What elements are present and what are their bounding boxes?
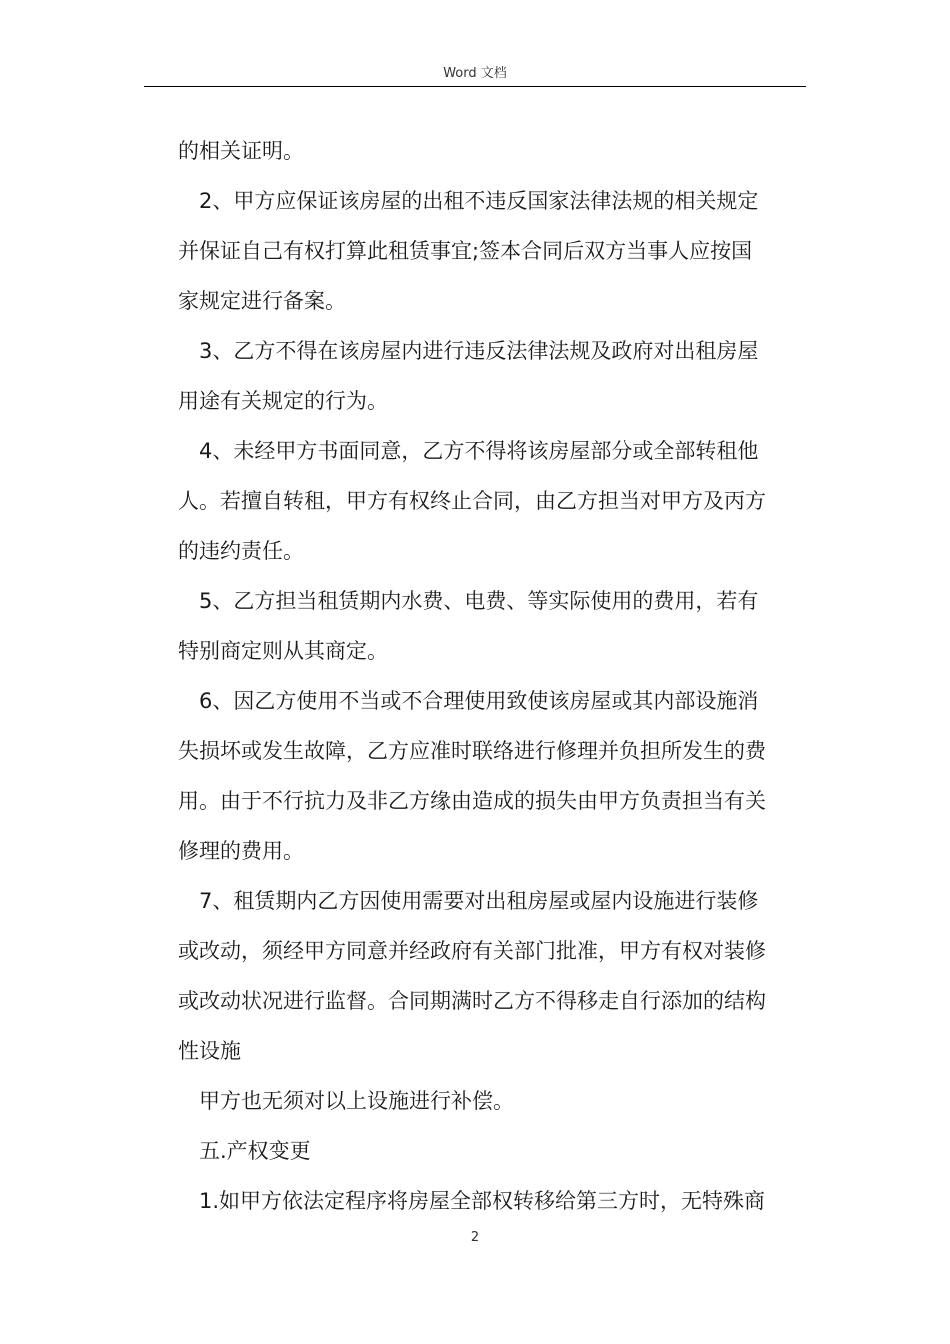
page-number: 2 [470,1230,480,1245]
body-line: 修理的费用。 [178,839,304,863]
body-line: 失损坏或发生故障，乙方应准时联络进行修理并负担所发生的费 [178,739,766,763]
body-line: 3、乙方不得在该房屋内进行违反法律法规及政府对出租房屋 [199,339,759,363]
body-line: 用途有关规定的行为。 [178,389,388,413]
body-line: 2、甲方应保证该房屋的出租不违反国家法律法规的相关规定 [199,189,759,213]
body-line: 家规定进行备案。 [178,289,346,313]
body-line: 6、因乙方使用不当或不合理使用致使该房屋或其内部设施消 [199,689,759,713]
body-line: 特别商定则从其商定。 [178,639,388,663]
body-line: 1.如甲方依法定程序将房屋全部权转移给第三方时，无特殊商 [199,1189,766,1213]
body-line: 或改动，须经甲方同意并经政府有关部门批准，甲方有权对装修 [178,939,766,963]
body-line: 人。若擅自转租，甲方有权终止合同，由乙方担当对甲方及丙方 [178,489,766,513]
body-line: 的违约责任。 [178,539,304,563]
section-heading: 五.产权变更 [199,1139,311,1163]
body-line: 5、乙方担当租赁期内水费、电费、等实际使用的费用，若有 [199,589,759,613]
body-line: 或改动状况进行监督。合同期满时乙方不得移走自行添加的结构 [178,989,766,1013]
body-line: 7、租赁期内乙方因使用需要对出租房屋或屋内设施进行装修 [199,889,759,913]
body-line: 性设施 [178,1039,241,1063]
body-line: 4、未经甲方书面同意，乙方不得将该房屋部分或全部转租他 [199,439,759,463]
page-header: Word 文档 [443,66,507,81]
document-body [178,126,806,1226]
body-line: 甲方也无须对以上设施进行补偿。 [199,1089,514,1113]
body-line: 的相关证明。 [178,139,304,163]
header-divider [144,86,806,87]
body-line: 并保证自己有权打算此租赁事宜;签本合同后双方当事人应按国 [178,239,753,263]
body-line: 用。由于不行抗力及非乙方缘由造成的损失由甲方负责担当有关 [178,789,766,813]
